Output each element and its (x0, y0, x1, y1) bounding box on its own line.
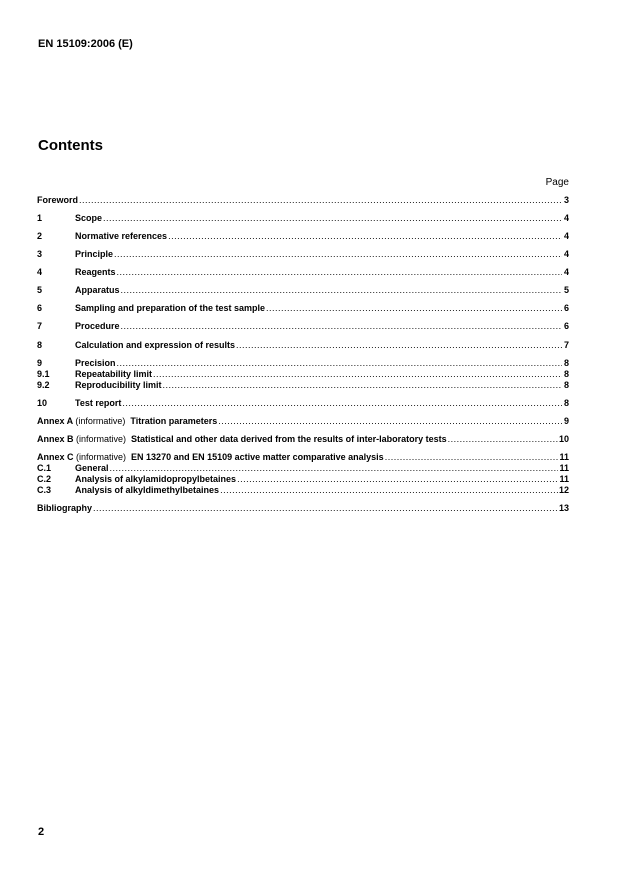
toc-entry-title: Repeatability limit (75, 369, 153, 379)
toc-entry-title: Procedure (75, 321, 120, 331)
dot-leader (117, 267, 562, 278)
toc-entry-annex-b[interactable] (37, 434, 569, 445)
toc-entry-page: 11 (559, 452, 569, 462)
toc-entry-page: 9 (563, 416, 569, 426)
toc-entry-title: Precision (75, 358, 116, 368)
toc-entry-section[interactable] (37, 285, 569, 296)
dot-leader (236, 340, 562, 351)
dot-leader (93, 503, 558, 514)
toc-entry-number: 9.2 (37, 380, 50, 390)
toc-entry-page: 4 (563, 267, 569, 277)
annex-label (37, 416, 125, 427)
toc-entry-section[interactable] (37, 249, 569, 260)
dot-leader (103, 213, 562, 224)
toc-entry-title: Apparatus (75, 285, 120, 295)
toc-entry-number: 2 (37, 231, 43, 241)
dot-leader (114, 249, 562, 260)
toc-entry-number: 6 (37, 303, 43, 313)
toc-entry-title: EN 13270 and EN 15109 active matter comparative analysis (131, 452, 384, 462)
toc-entry-title: Reproducibility limit (75, 380, 162, 390)
annex-label (37, 434, 126, 445)
page-number: 2 (38, 826, 45, 838)
dot-leader (79, 195, 562, 206)
toc-entry-number: 7 (37, 321, 43, 331)
toc-entry-number: 1 (37, 213, 43, 223)
toc-entry-page: 11 (559, 463, 569, 473)
annex-label (37, 452, 126, 463)
toc-entry-title: Calculation and expression of results (75, 340, 236, 350)
toc-entry-section[interactable] (37, 321, 569, 332)
toc-entry-number: 9 (37, 358, 43, 368)
toc-entry-subsection[interactable] (37, 474, 569, 485)
toc-entry-number: 10 (37, 398, 48, 408)
toc-entry-number: 5 (37, 285, 43, 295)
toc-entry-title: Principle (75, 249, 114, 259)
toc-entry-number: 4 (37, 267, 43, 277)
toc-entry-page: 8 (563, 369, 569, 379)
toc-entry-title: Statistical and other data derived from the results of inter-laboratory tests (131, 434, 447, 444)
toc-entry-page: 10 (558, 434, 569, 444)
toc-entry-annex-c[interactable] (37, 452, 569, 463)
dot-leader (110, 463, 559, 474)
toc-entry-section[interactable] (37, 213, 569, 224)
annex-letter: Annex C (37, 452, 74, 462)
toc-entry-number: 3 (37, 249, 43, 259)
toc-entry-page: 8 (563, 398, 569, 408)
toc-entry-page: 8 (563, 380, 569, 390)
dot-leader (163, 380, 562, 391)
toc-entry-subsection[interactable] (37, 380, 569, 391)
table-of-contents (37, 0, 569, 877)
dot-leader (122, 398, 562, 409)
dot-leader (153, 369, 562, 380)
toc-entry-title: Test report (75, 398, 122, 408)
toc-entry-title: Normative references (75, 231, 168, 241)
annex-type: (informative) (76, 452, 127, 462)
toc-entry-page: 3 (563, 195, 569, 205)
annex-type: (informative) (75, 416, 126, 426)
toc-entry-page: 8 (563, 358, 569, 368)
toc-entry-page: 11 (559, 474, 569, 484)
toc-entry-section[interactable] (37, 303, 569, 314)
toc-entry-page: 12 (558, 485, 569, 495)
toc-entry-page: 4 (563, 231, 569, 241)
annex-letter: Annex A (37, 416, 73, 426)
toc-entry-section[interactable] (37, 398, 569, 409)
toc-entry-page: 6 (563, 321, 569, 331)
toc-entry-page: 4 (563, 213, 569, 223)
toc-entry-page: 7 (563, 340, 569, 350)
dot-leader (121, 285, 562, 296)
toc-entry-annex-a[interactable] (37, 416, 569, 427)
toc-entry-title: Scope (75, 213, 103, 223)
toc-entry-title: Reagents (75, 267, 116, 277)
dot-leader (117, 358, 562, 369)
toc-entry-section[interactable] (37, 231, 569, 242)
toc-entry-subsection[interactable] (37, 369, 569, 380)
toc-entry-subsection[interactable] (37, 485, 569, 496)
dot-leader (266, 303, 562, 314)
toc-entry-title: Bibliography (37, 503, 93, 513)
toc-entry-subsection[interactable] (37, 463, 569, 474)
toc-entry-page: 13 (558, 503, 569, 513)
toc-entry-page: 4 (563, 249, 569, 259)
toc-entry-bibliography[interactable] (37, 503, 569, 514)
contents-title: Contents (38, 137, 103, 154)
toc-entry-section[interactable] (37, 358, 569, 369)
toc-entry-title: Titration parameters (130, 416, 218, 426)
page-column-label: Page (545, 177, 569, 188)
dot-leader (385, 452, 559, 463)
toc-entry-title: Foreword (37, 195, 79, 205)
dot-leader (121, 321, 562, 332)
dot-leader (168, 231, 562, 242)
toc-entry-foreword[interactable] (37, 195, 569, 206)
document-header: EN 15109:2006 (E) (38, 38, 133, 50)
toc-entry-number: 9.1 (37, 369, 50, 379)
annex-letter: Annex B (37, 434, 74, 444)
toc-entry-number: C.2 (37, 474, 52, 484)
toc-entry-number: C.3 (37, 485, 52, 495)
annex-type: (informative) (76, 434, 127, 444)
toc-entry-number: C.1 (37, 463, 52, 473)
dot-leader (237, 474, 558, 485)
dot-leader (218, 416, 562, 427)
toc-entry-page: 5 (563, 285, 569, 295)
toc-entry-title: Analysis of alkyldimethylbetaines (75, 485, 220, 495)
toc-entry-title: General (75, 463, 109, 473)
toc-entry-section[interactable] (37, 340, 569, 351)
toc-entry-title: Analysis of alkylamidopropylbetaines (75, 474, 237, 484)
dot-leader (220, 485, 558, 496)
toc-entry-page: 6 (563, 303, 569, 313)
toc-entry-section[interactable] (37, 267, 569, 278)
dot-leader (448, 434, 558, 445)
toc-entry-number: 8 (37, 340, 43, 350)
toc-entry-title: Sampling and preparation of the test sample (75, 303, 266, 313)
